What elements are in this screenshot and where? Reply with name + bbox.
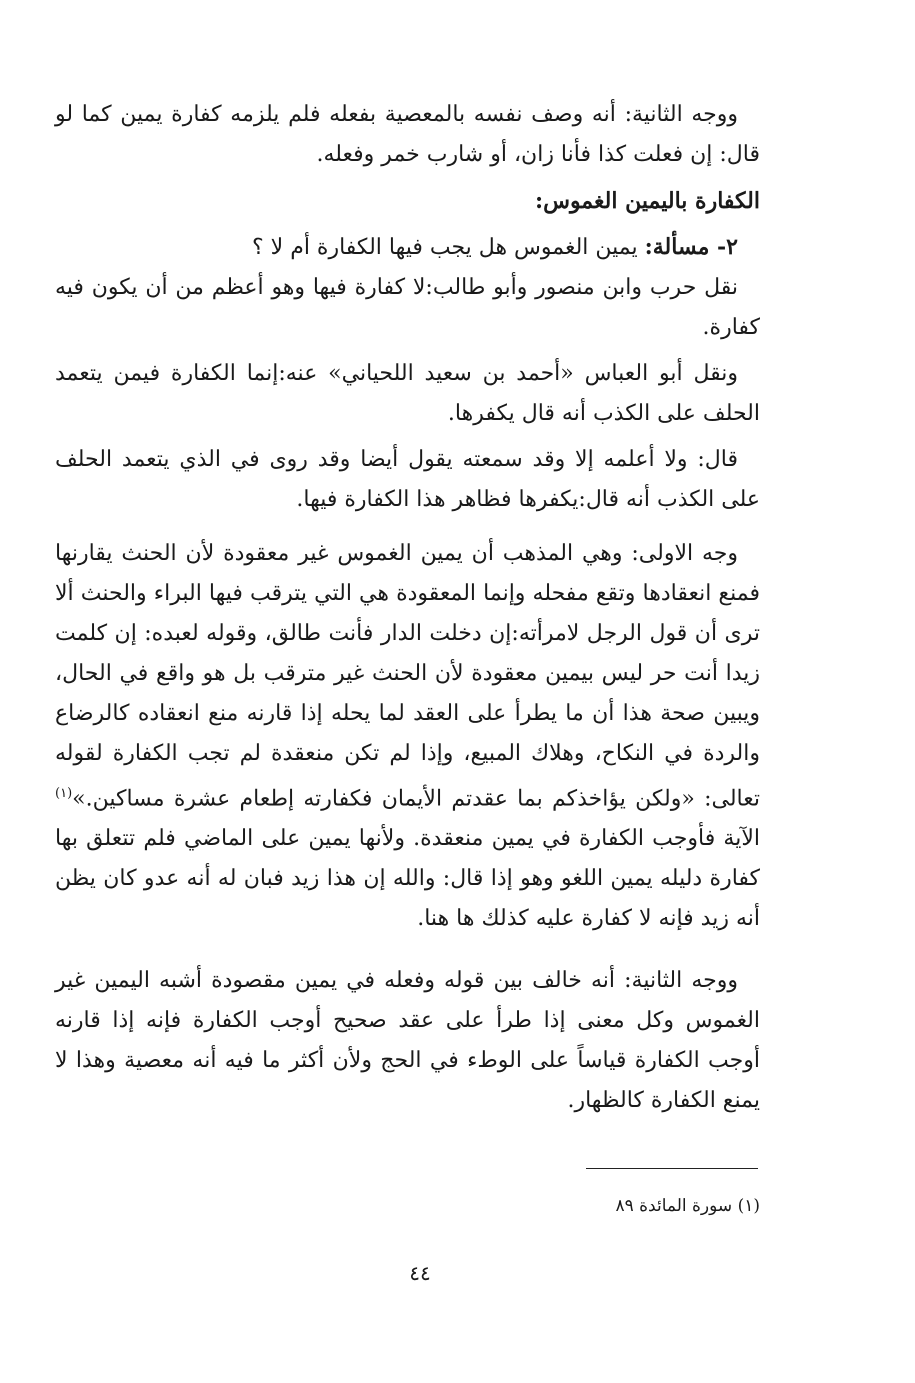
paragraph-qala: قال: ولا أعلمه إلا وقد سمعته يقول أيضا وقد روى في الذي يتعمد الحلف على الكذب أنه قال:يكفرها فظاهر هذا الكفارة فيها.	[55, 447, 760, 512]
paragraph-second-view-b: ووجه الثانية: أنه خالف بين قوله وفعله في يمين مقصودة أشبه اليمين غير الغموس وكل معنى إذا طرأ على عقد صحيح أوجب الكفارة فإنه إذا قارنه أوجب الكفارة قياساً على الوطء في الحج ولأن أكثر ما فيه أنه معصية وهذا لا يمنع الكفارة كالظهار.	[55, 968, 760, 1114]
first-view-text-a: وجه الاولى: وهي المذهب أن يمين الغموس غير معقودة لأن الحنث يقارنها فمنع انعقادها وتقع مفحله وإنما المعقودة هي التي يترقب فيها البراء والحنث ألا ترى أن قول الرجل لامرأته:إن دخلت الدار فأنت طالق، وقوله لعبده: إن كلمت زيدا أنت حر ليس بيمين معقودة لأن الحنث غير مترقب بل هو واقع في الحال، ويبين صحة هذا أن ما يطرأ على العقد لما يحله إذا قارنه منع انعقاده كالرضاع والردة في النكاح، وهلاك المبيع، وإذا لم تكن منعقدة لم تجب الكفارة لقوله تعالى: «ولكن يؤاخذكم بما عقدتم الأيمان فكفارته إطعام عشرة مساكين.»	[55, 541, 760, 812]
page-number: ٤٤	[409, 1261, 431, 1285]
page-body	[55, 95, 760, 1121]
issue-statement	[55, 227, 760, 268]
footnote-divider	[586, 1168, 758, 1169]
footnote-reference[interactable]: (١)	[55, 786, 73, 801]
first-view-text-b: الآية فأوجب الكفارة في يمين منعقدة. ولأنها يمين على الماضي فلم تتعلق بها كفارة دليله يمين اللغو وهو إذا قال: والله إن هذا زيد فبان له أنه عدو كان يظن أنه زيد فإنه لا كفارة عليه كذلك ها هنا.	[55, 826, 760, 932]
footnote-text: سورة المائدة ٨٩	[615, 1196, 733, 1216]
section-heading: الكفارة باليمين الغموس:	[534, 188, 760, 214]
paragraph-narration-abu-abbas: ونقل أبو العباس «أحمد بن سعيد اللحياني» عنه:إنما الكفارة فيمن يتعمد الحلف على الكذب أنه قال يكفرها.	[55, 361, 760, 426]
paragraph-narration-harb: نقل حرب وابن منصور وأبو طالب:لا كفارة فيها وهو أعظم من أن يكون فيه كفارة.	[55, 275, 760, 340]
issue-number: ٢- مسألة:	[644, 234, 738, 260]
paragraph-second-view: ووجه الثانية: أنه وصف نفسه بالمعصية بفعله فلم يلزمه كفارة يمين كما لو قال: إن فعلت كذا فأنا زان، أو شارب خمر وفعله.	[55, 102, 760, 167]
issue-text: يمين الغموس هل يجب فيها الكفارة أم لا ؟	[252, 235, 645, 260]
paragraph-first-view	[55, 534, 760, 939]
footnote-marker: (١)	[737, 1196, 760, 1216]
footnote	[470, 1193, 760, 1219]
